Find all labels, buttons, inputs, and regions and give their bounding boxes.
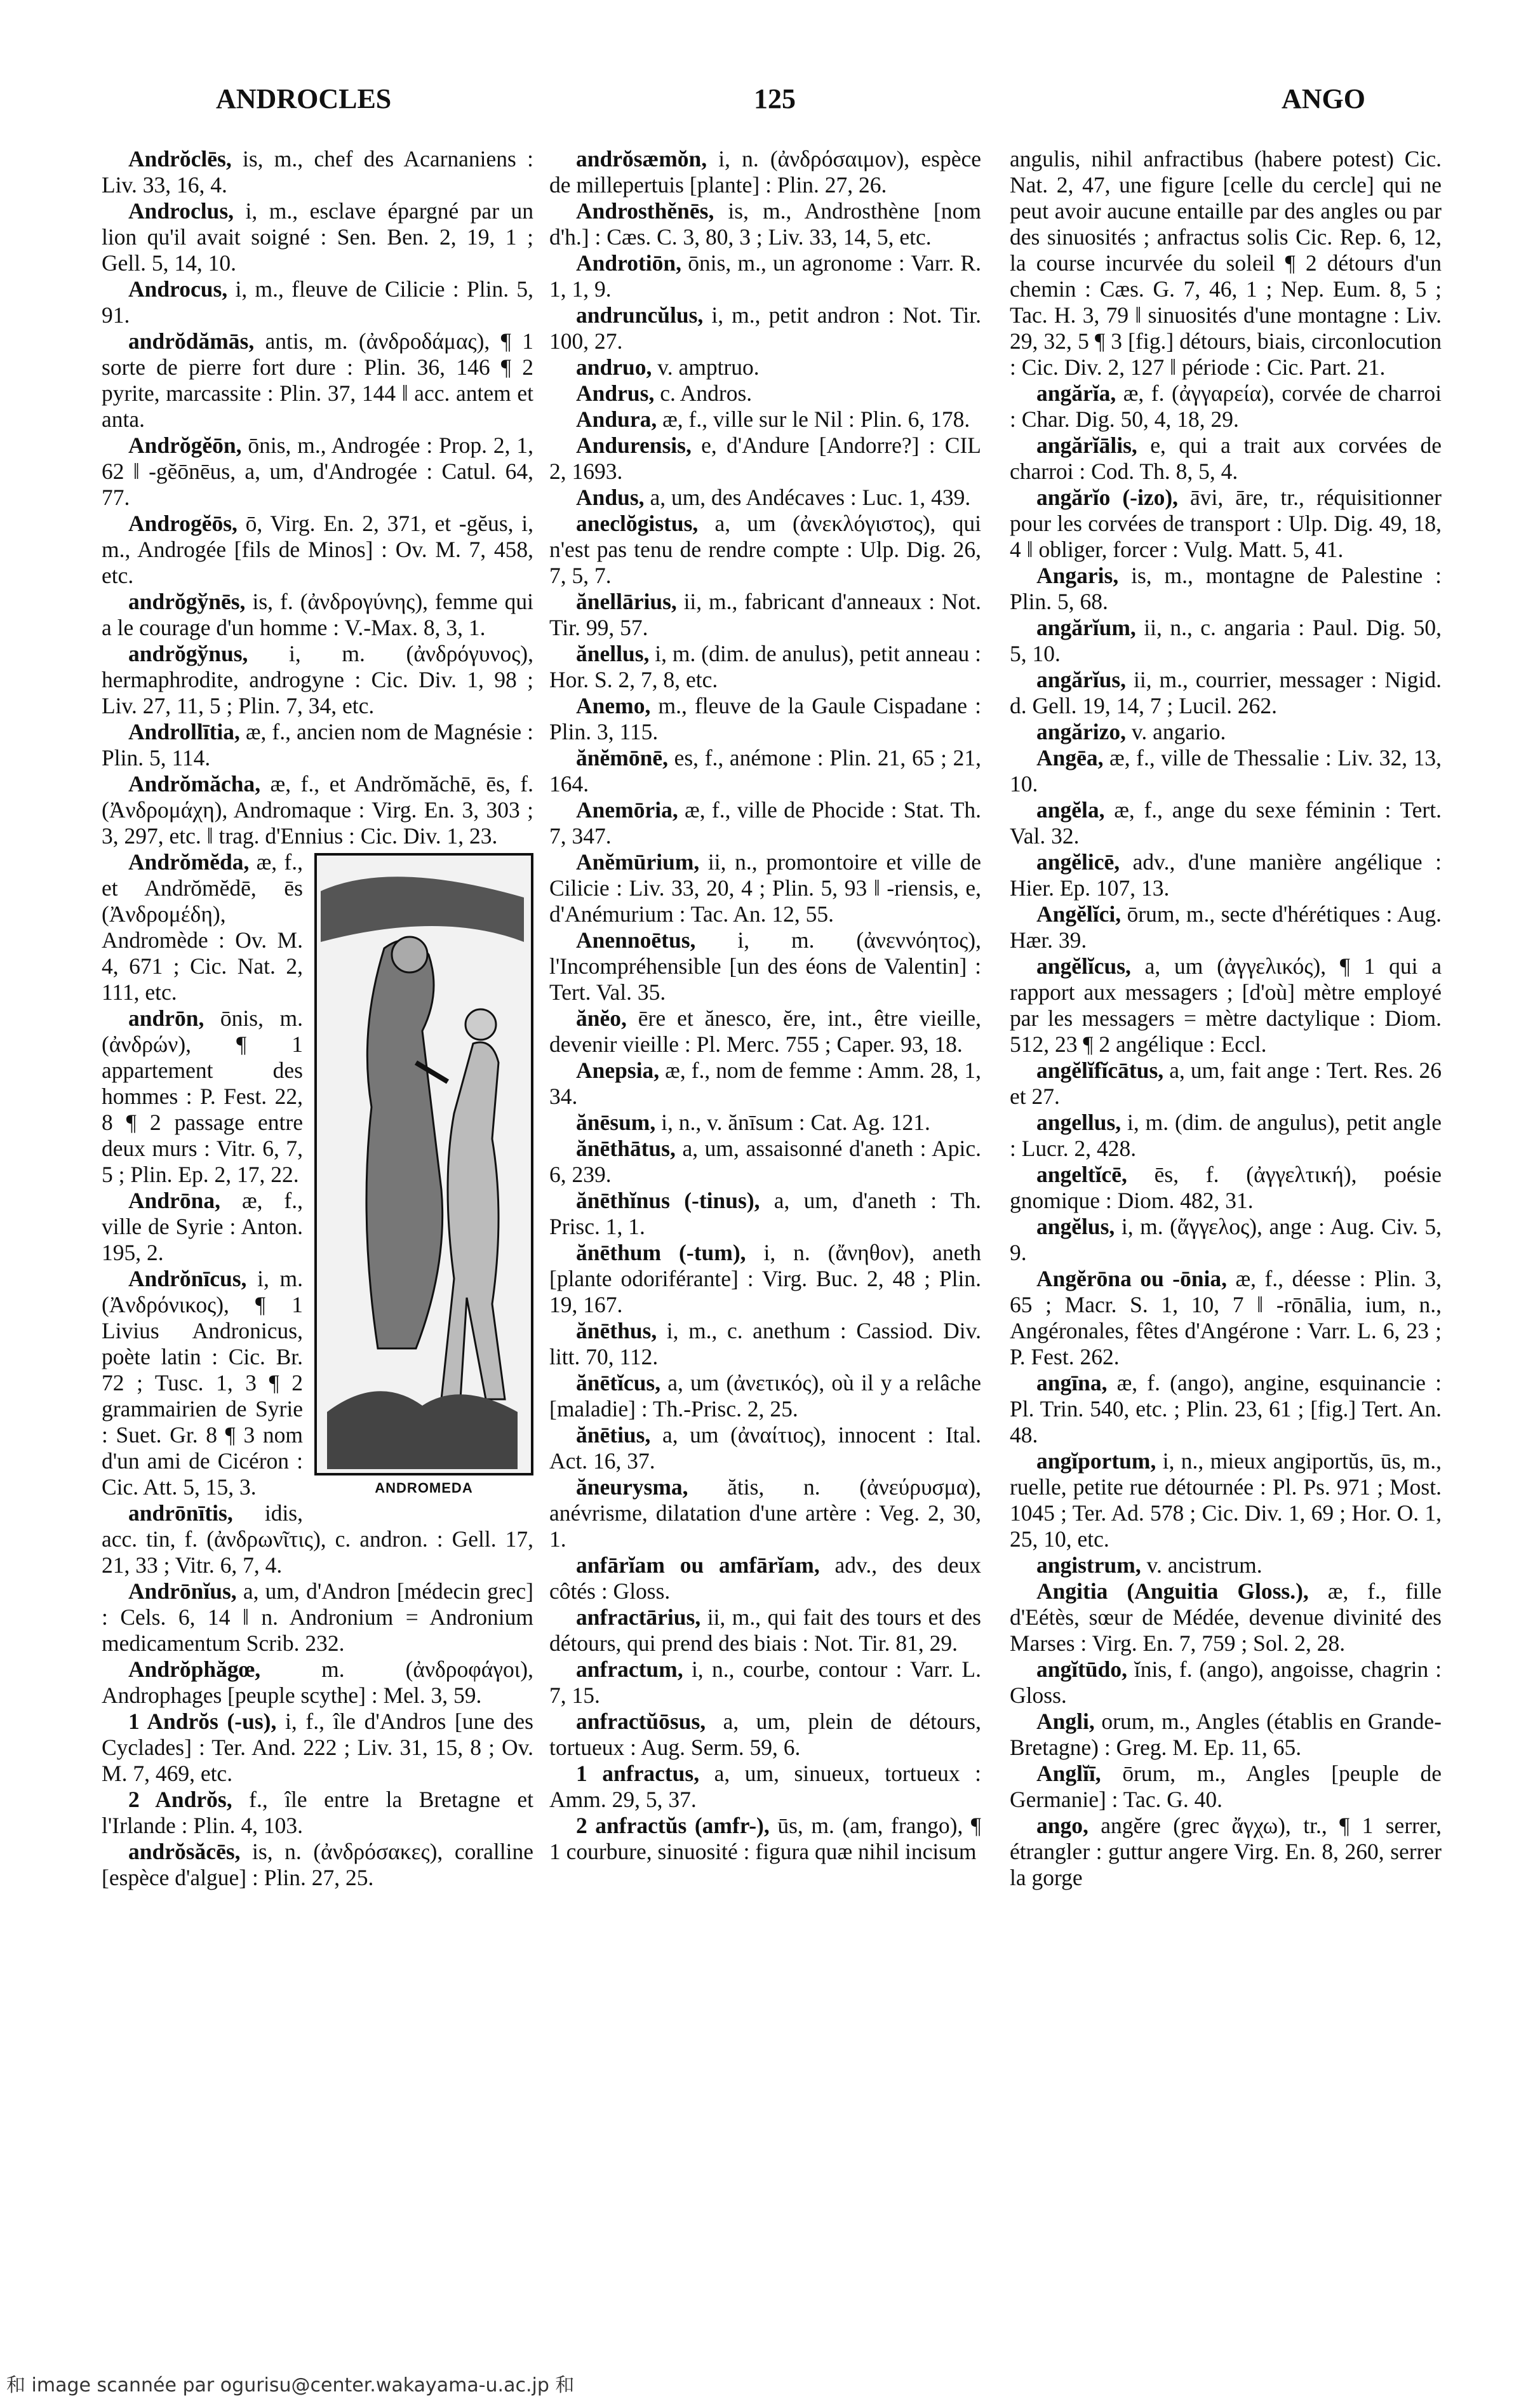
entry-headword: anfārĭam ou amfārĭam, bbox=[576, 1552, 820, 1578]
entry-definition: a, um (ἀναίτιος), innocent : Ital. Act. 16, 37. bbox=[549, 1422, 981, 1474]
dictionary-entry bbox=[102, 146, 533, 198]
entry-definition: a, um, assaisonné d'aneth : Apic. 6, 239. bbox=[549, 1136, 981, 1187]
entry-definition: ii, n., promontoire et ville de Cilicie : Liv. 33, 20, 4 ; Plin. 5, 93 ‖ -riensis, e, d'Anémurium : Tac. An. 12, 55. bbox=[549, 849, 981, 927]
dictionary-entry bbox=[1010, 563, 1442, 615]
entry-definition: ii, m., courrier, messager : Nigid. d. Gell. 19, 14, 7 ; Lucil. 262. bbox=[1010, 667, 1442, 718]
dictionary-entry bbox=[549, 849, 981, 927]
dictionary-entry bbox=[549, 1370, 981, 1422]
entry-definition: ōnis, m., un agronome : Varr. R. 1, 1, 9. bbox=[549, 250, 981, 302]
entry-definition: æ, f., déesse : Plin. 3, 65 ; Macr. S. 1, 10, 7 ‖ -rōnālia, ium, n., Angéronales, fêtes d'Angérone : Varr. L. 6, 23 ; P. Fest. 262. bbox=[1010, 1266, 1442, 1369]
entry-headword: Anglĭī, bbox=[1036, 1761, 1101, 1786]
dictionary-entry bbox=[1010, 849, 1442, 901]
dictionary-entry bbox=[1010, 1162, 1442, 1214]
entry-definition: a, um, fait ange : Tert. Res. 26 et 27. bbox=[1010, 1058, 1442, 1109]
dictionary-entry bbox=[1010, 1448, 1442, 1552]
entry-definition: æ, f., et Andrŏmĕdē, ēs (Ἀνδρομέδη), Andromède : Ov. M. 4, 671 ; Cic. Nat. 2, 111, etc. bbox=[102, 849, 303, 1005]
entry-definition: a, um (ἀνετικός), où il y a relâche [maladie] : Th.-Prisc. 2, 25. bbox=[549, 1370, 981, 1421]
dictionary-entry bbox=[1010, 1657, 1442, 1709]
dictionary-entry bbox=[549, 407, 981, 433]
entry-headword: angărĭo (-izo), bbox=[1036, 485, 1179, 510]
dictionary-entry bbox=[549, 380, 981, 407]
entry-definition: v. angario. bbox=[1126, 719, 1226, 744]
entry-headword: Andurensis, bbox=[576, 433, 692, 458]
entry-headword: Angitia (Anguitia Gloss.), bbox=[1036, 1578, 1309, 1604]
entry-definition: i, n. (ἄνηθον), aneth [plante odoriférante] : Virg. Buc. 2, 48 ; Plin. 19, 167. bbox=[549, 1240, 981, 1317]
dictionary-entry bbox=[549, 302, 981, 354]
entry-headword: Andrŏmĕda, bbox=[128, 849, 250, 875]
entry-definition: ēre et ănesco, ĕre, int., être vieille, devenir vieille : Pl. Merc. 755 ; Caper. 93, 18. bbox=[549, 1005, 981, 1057]
entry-definition: a, um, d'aneth : Th. Prisc. 1, 1. bbox=[549, 1188, 981, 1239]
entry-headword: ango, bbox=[1036, 1813, 1088, 1838]
entry-headword: ănĕmōnē, bbox=[576, 745, 668, 770]
dictionary-entry bbox=[1010, 1266, 1442, 1370]
entry-definition: i, n., mieux angiportŭs, ūs, m., ruelle, petite rue détournée : Pl. Ps. 971 ; Most. 1045 ; Ter. Ad. 578 ; Cic. Div. 1, 69 ; Hor. O. 1, 25, 10, etc. bbox=[1010, 1448, 1442, 1552]
column-3 bbox=[1010, 146, 1442, 2344]
entry-definition: æ, f., ville de Syrie : Anton. 195, 2. bbox=[102, 1188, 303, 1265]
entry-headword: angĕlicē, bbox=[1036, 849, 1120, 875]
entry-definition: i, m. (ἄγγελος), ange : Aug. Civ. 5, 9. bbox=[1010, 1214, 1442, 1265]
entry-headword: angărĭum, bbox=[1036, 615, 1136, 640]
entry-headword: ănĕo, bbox=[576, 1005, 627, 1031]
dictionary-entry bbox=[1010, 901, 1442, 953]
entry-definition: is, m., montagne de Palestine : Plin. 5, 68. bbox=[1010, 563, 1442, 614]
dictionary-entry bbox=[102, 276, 533, 328]
dictionary-entry bbox=[1010, 1214, 1442, 1266]
entry-headword: ănēsum, bbox=[576, 1110, 656, 1135]
entry-definition: i, m. (dim. de angulus), petit angle : Lucr. 2, 428. bbox=[1010, 1110, 1442, 1161]
dictionary-entry bbox=[549, 146, 981, 198]
entry-definition: ii, m., fabricant d'anneaux : Not. Tir. 99, 57. bbox=[549, 589, 981, 640]
dictionary-entry bbox=[549, 250, 981, 302]
entry-headword: Androclus, bbox=[128, 198, 234, 224]
dictionary-entry bbox=[549, 433, 981, 485]
entry-headword: Anĕmūrium, bbox=[576, 849, 700, 875]
entry-definition: æ, f., ville de Phocide : Stat. Th. 7, 347. bbox=[549, 797, 981, 849]
entry-headword: angĕlĭfĭcātus, bbox=[1036, 1058, 1164, 1083]
dictionary-entry bbox=[1010, 1370, 1442, 1448]
entry-headword: Anepsia, bbox=[576, 1058, 660, 1083]
entry-definition: æ, f., fille d'Eétès, sœur de Médée, devenue divinité des Marses : Virg. En. 7, 759 ; Sol. 2, 28. bbox=[1010, 1578, 1442, 1656]
entry-headword: angărĭa, bbox=[1036, 380, 1116, 406]
entry-definition: adv., d'une manière angélique : Hier. Ep. 107, 13. bbox=[1010, 849, 1442, 901]
dictionary-entry bbox=[1010, 1110, 1442, 1162]
entry-headword: angistrum, bbox=[1036, 1552, 1141, 1578]
dictionary-entry bbox=[549, 1240, 981, 1318]
dictionary-entry bbox=[549, 1005, 981, 1058]
figure-caption: ANDROMEDA bbox=[375, 1480, 473, 1496]
dictionary-entry bbox=[549, 641, 981, 693]
entry-headword: Andrōnĭus, bbox=[128, 1578, 237, 1604]
entry-headword: ănellus, bbox=[576, 641, 650, 666]
entry-headword: Angli, bbox=[1036, 1709, 1095, 1734]
entry-definition: i, n., v. ănīsum : Cat. Ag. 121. bbox=[655, 1110, 930, 1135]
entry-headword: 2 anfractŭs (amfr-), bbox=[576, 1813, 770, 1838]
entry-headword: angĕlĭcus, bbox=[1036, 953, 1131, 979]
dictionary-entry bbox=[1010, 380, 1442, 433]
entry-headword: andrŏgўnus, bbox=[128, 641, 248, 666]
entry-headword: aneclŏgistus, bbox=[576, 511, 699, 536]
entry-definition: ōnis, m. (ἀνδρών), ¶ 1 appartement des hommes : P. Fest. 22, 8 ¶ 2 passage entre deux murs : Vitr. 6, 7, 5 ; Plin. Ep. 2, 17, 22. bbox=[102, 1005, 303, 1187]
dictionary-entry bbox=[1010, 797, 1442, 849]
entry-definition: ēs, f. (ἀγγελτική), poésie gnomique : Diom. 482, 31. bbox=[1010, 1162, 1442, 1213]
entry-headword: 1 Andrŏs (-us), bbox=[128, 1709, 277, 1734]
dictionary-entry bbox=[1010, 146, 1442, 380]
dictionary-entry bbox=[102, 1709, 533, 1787]
dictionary-entry bbox=[1010, 1578, 1442, 1657]
entry-definition: f., île entre la Bretagne et l'Irlande : Plin. 4, 103. bbox=[102, 1787, 533, 1838]
dictionary-entry bbox=[1010, 667, 1442, 719]
entry-headword: Androllītia, bbox=[128, 719, 240, 744]
entry-headword: angărĭālis, bbox=[1036, 433, 1137, 458]
entry-headword: angĭtūdo, bbox=[1036, 1657, 1128, 1682]
dictionary-entry bbox=[549, 1552, 981, 1604]
dictionary-entry bbox=[102, 328, 533, 433]
entry-definition: ōrum, m., secte d'hérétiques : Aug. Hær. 39. bbox=[1010, 901, 1442, 953]
scan-credit: 和 image scannée par ogurisu@center.wakayama-u.ac.jp 和 bbox=[6, 2374, 575, 2396]
entry-definition: æ, f., ange du sexe féminin : Tert. Val. 32. bbox=[1010, 797, 1442, 849]
entry-definition: i, m., fleuve de Cilicie : Plin. 5, 91. bbox=[102, 276, 533, 328]
dictionary-entry bbox=[1010, 1813, 1442, 1891]
dictionary-entry bbox=[1010, 1761, 1442, 1813]
entry-headword: Andrŏgĕōn, bbox=[128, 433, 242, 458]
dictionary-entry bbox=[549, 1474, 981, 1552]
dictionary-entry bbox=[549, 797, 981, 849]
entry-headword: Andrŏnīcus, bbox=[128, 1266, 247, 1291]
dictionary-entry bbox=[102, 198, 533, 276]
entry-headword: Angĕlĭci, bbox=[1036, 901, 1122, 927]
entry-definition: i, m. (ἀνεννόητος), l'Incompréhensible [un des éons de Valentin] : Tert. Val. 35. bbox=[549, 927, 981, 1005]
entry-headword: angĕla, bbox=[1036, 797, 1105, 823]
entry-headword: Androtiōn, bbox=[576, 250, 682, 276]
dictionary-entry bbox=[549, 693, 981, 745]
dictionary-entry bbox=[549, 1813, 981, 1865]
dictionary-entry bbox=[549, 927, 981, 1005]
dictionary-entry bbox=[102, 589, 533, 641]
entry-definition: i, m., c. anethum : Cassiod. Div. litt. 70, 112. bbox=[549, 1318, 981, 1369]
entry-headword: andrŏgўnēs, bbox=[128, 589, 246, 614]
dictionary-entry bbox=[549, 1604, 981, 1657]
entry-definition: ii, n., c. angaria : Paul. Dig. 50, 5, 10. bbox=[1010, 615, 1442, 666]
entry-definition: i, n., courbe, contour : Varr. L. 7, 15. bbox=[549, 1657, 981, 1708]
entry-definition: m., fleuve de la Gaule Cispadane : Plin. 3, 115. bbox=[549, 693, 981, 744]
entry-definition: i, n. (ἀνδρόσαιμον), espèce de millepertuis [plante] : Plin. 27, 26. bbox=[549, 146, 981, 198]
entry-definition: ătis, n. (ἀνεύρυσμα), anévrisme, dilatation d'une artère : Veg. 2, 30, 1. bbox=[549, 1474, 981, 1552]
entry-definition: is, n. (ἀνδρόσακες), coralline [espèce d'algue] : Plin. 27, 25. bbox=[102, 1839, 533, 1890]
entry-definition: i, m., esclave épargné par un lion qu'il avait soigné : Sen. Ben. 2, 19, 1 ; Gell. 5, 14, 10. bbox=[102, 198, 533, 276]
entry-headword: andruncŭlus, bbox=[576, 302, 704, 328]
entry-definition: ūs, m. (am, frango), ¶ 1 courbure, sinuosité : figura quæ nihil incisum bbox=[549, 1813, 981, 1864]
entry-headword: Andus, bbox=[576, 485, 645, 510]
dictionary-entry bbox=[102, 719, 533, 771]
dictionary-entry bbox=[549, 1657, 981, 1709]
page-number: 125 bbox=[754, 83, 796, 114]
dictionary-entry bbox=[102, 1657, 533, 1709]
entry-headword: Angĕrōna ou -ōnia, bbox=[1036, 1266, 1228, 1291]
dictionary-entry bbox=[102, 1839, 533, 1891]
entry-definition: antis, m. (ἀνδροδάμας), ¶ 1 sorte de pierre fort dure : Plin. 36, 146 ¶ 2 pyrite, marcassite : Plin. 37, 144 ‖ acc. antem et anta. bbox=[102, 328, 533, 432]
entry-headword: Andrōna, bbox=[128, 1188, 220, 1213]
entry-definition: v. ancistrum. bbox=[1141, 1552, 1262, 1578]
entry-definition: adv., des deux côtés : Gloss. bbox=[549, 1552, 981, 1604]
dictionary-entry bbox=[102, 511, 533, 589]
entry-definition: æ, f. (ἀγγαρεία), corvée de charroi : Char. Dig. 50, 4, 18, 29. bbox=[1010, 380, 1442, 432]
entry-definition: a, um (ἀγγελικός), ¶ 1 qui a rapport aux messagers ; [d'où] mètre employé par les messagers = mètre dactylique : Diom. 512, 23 ¶ 2 angélique : Eccl. bbox=[1010, 953, 1442, 1057]
dictionary-entry bbox=[549, 485, 981, 511]
entry-headword: andrōn, bbox=[128, 1005, 204, 1031]
andromeda-figure bbox=[314, 853, 533, 1501]
entry-definition: āvi, āre, tr., réquisitionner pour les corvées de transport : Ulp. Dig. 49, 18, 4 ‖ obliger, forcer : Vulg. Matt. 5, 41. bbox=[1010, 485, 1442, 562]
entry-definition: i, f., île d'Andros [une des Cyclades] : Ter. And. 222 ; Liv. 31, 15, 8 ; Ov. M. 7, 469, etc. bbox=[102, 1709, 533, 1786]
entry-definition: ōrum, m., Angles [peuple de Germanie] : Tac. G. 40. bbox=[1010, 1761, 1442, 1812]
entry-definition: a, um, plein de détours, tortueux : Aug. Serm. 59, 6. bbox=[549, 1709, 981, 1760]
entry-headword: Andrus, bbox=[576, 380, 655, 406]
entry-definition: i, m. (ἀνδρόγυνος), hermaphrodite, androgyne : Cic. Div. 1, 98 ; Liv. 27, 11, 5 ; Plin. 7, 34, etc. bbox=[102, 641, 533, 718]
entry-headword: ăneurysma, bbox=[576, 1474, 688, 1500]
entry-definition: æ, f., ville de Thessalie : Liv. 32, 13, 10. bbox=[1010, 745, 1442, 796]
entry-headword: ănēthus, bbox=[576, 1318, 657, 1343]
column-2 bbox=[549, 146, 981, 2344]
entry-headword: Andrŏmăcha, bbox=[128, 771, 261, 796]
entry-definition: ii, m., qui fait des tours et des détours, qui prend des biais : Not. Tir. 81, 29. bbox=[549, 1604, 981, 1656]
entry-headword: andruo, bbox=[576, 354, 652, 380]
entry-definition: æ, f., et Andrŏmăchē, ēs, f. (Ἀνδρομάχη), Andromaque : Virg. En. 3, 303 ; 3, 297, etc. ‖ trag. d'Ennius : Cic. Div. 1, 23. bbox=[102, 771, 533, 849]
dictionary-entry bbox=[549, 1136, 981, 1188]
dictionary-entry bbox=[549, 589, 981, 641]
entry-headword: Anennoētus, bbox=[576, 927, 696, 953]
entry-headword: 2 Andrŏs, bbox=[128, 1787, 232, 1812]
entry-headword: Angēa, bbox=[1036, 745, 1104, 770]
entry-headword: ănēthĭnus (-tinus), bbox=[576, 1188, 760, 1213]
entry-headword: angellus, bbox=[1036, 1110, 1122, 1135]
dictionary-entry bbox=[102, 771, 533, 849]
dictionary-entry bbox=[102, 1787, 533, 1839]
entry-headword: anfractŭōsus, bbox=[576, 1709, 706, 1734]
column-1 bbox=[102, 146, 533, 2344]
dictionary-entry bbox=[549, 1188, 981, 1240]
dictionary-entry bbox=[1010, 615, 1442, 667]
entry-headword: angĭportum, bbox=[1036, 1448, 1156, 1474]
dictionary-entry bbox=[549, 1110, 981, 1136]
entry-definition: æ, f., ville sur le Nil : Plin. 6, 178. bbox=[657, 407, 970, 432]
entry-definition: a, um, sinueux, tortueux : Amm. 29, 5, 37. bbox=[549, 1761, 981, 1812]
header-left-word: ANDROCLES bbox=[216, 83, 392, 114]
dictionary-entry bbox=[102, 1578, 533, 1657]
entry-headword: ănētĭcus, bbox=[576, 1370, 661, 1395]
entry-definition: angulis, nihil anfractibus (habere potest) Cic. Nat. 2, 47, une figure [celle du cercle] qui ne peut avoir aucune entaille par des angles ou par des sinuosités ; anfractus solis Cic. Rep. 6, 12, la course incurvée du soleil ¶ 2 détours d'un chemin : Cæs. G. 7, 46, 1 ; Nep. Eum. 8, 5 ; Tac. H. 3, 79 ‖ sinuosités d'une montagne : Liv. 29, 32, 5 ¶ 3 [fig.] détours, biais, circonlocution : Cic. Div. 2, 127 ‖ période : Cic. Part. 21. bbox=[1010, 146, 1442, 380]
header-right-word: ANGO bbox=[1282, 83, 1365, 114]
entry-headword: Andura, bbox=[576, 407, 657, 432]
entry-headword: Androcus, bbox=[128, 276, 228, 302]
dictionary-entry bbox=[549, 1761, 981, 1813]
entry-headword: andrŏsăcēs, bbox=[128, 1839, 241, 1864]
dictionary-entry bbox=[1010, 953, 1442, 1058]
dictionary-entry bbox=[549, 1058, 981, 1110]
dictionary-entry bbox=[549, 1318, 981, 1370]
dictionary-entry bbox=[549, 354, 981, 380]
running-header bbox=[102, 83, 1448, 121]
dictionary-entry bbox=[549, 198, 981, 250]
entry-definition: angĕre (grec ἄγχω), tr., ¶ 1 serrer, étrangler : guttur angere Virg. En. 8, 260, serrer la gorge bbox=[1010, 1813, 1442, 1890]
dictionary-entry bbox=[549, 1422, 981, 1474]
entry-definition: es, f., anémone : Plin. 21, 65 ; 21, 164. bbox=[549, 745, 981, 796]
entry-definition: e, d'Andure [Andorre?] : CIL 2, 1693. bbox=[549, 433, 981, 484]
dictionary-entry bbox=[1010, 485, 1442, 563]
entry-definition: ĭnis, f. (ango), angoisse, chagrin : Gloss. bbox=[1010, 1657, 1442, 1708]
entry-headword: Anemo, bbox=[576, 693, 651, 718]
entry-headword: 1 anfractus, bbox=[576, 1761, 700, 1786]
entry-headword: andrŏsæmŏn, bbox=[576, 146, 707, 171]
entry-definition: ōnis, m., Androgée : Prop. 2, 1, 62 ‖ -gĕōnēus, a, um, d'Androgée : Catul. 64, 77. bbox=[102, 433, 533, 510]
entry-headword: anfractum, bbox=[576, 1657, 683, 1682]
dictionary-entry bbox=[1010, 1709, 1442, 1761]
entry-definition: æ, f., nom de femme : Amm. 28, 1, 34. bbox=[549, 1058, 981, 1109]
entry-headword: Androsthĕnēs, bbox=[576, 198, 714, 224]
entry-headword: Andrŏclēs, bbox=[128, 146, 232, 171]
dictionary-entry bbox=[549, 745, 981, 797]
entry-headword: andrŏdămās, bbox=[128, 328, 255, 354]
entry-definition: orum, m., Angles (établis en Grande-Bretagne) : Greg. M. Ep. 11, 65. bbox=[1010, 1709, 1442, 1760]
entry-definition: i, m., petit andron : Not. Tir. 100, 27. bbox=[549, 302, 981, 354]
dictionary-entry bbox=[1010, 719, 1442, 745]
andromeda-icon bbox=[314, 853, 533, 1475]
entry-headword: ănēthum (-tum), bbox=[576, 1240, 746, 1265]
dictionary-entry bbox=[102, 1500, 533, 1578]
entry-definition: is, f. (ἀνδρογύνης), femme qui a le courage d'un homme : V.-Max. 8, 3, 1. bbox=[102, 589, 533, 640]
entry-definition: a, um, des Andécaves : Luc. 1, 439. bbox=[644, 485, 971, 510]
entry-definition: c. Andros. bbox=[654, 380, 753, 406]
dictionary-entry bbox=[1010, 1058, 1442, 1110]
entry-headword: angărĭus, bbox=[1036, 667, 1127, 692]
dictionary-entry bbox=[1010, 433, 1442, 485]
entry-headword: angeltĭcē, bbox=[1036, 1162, 1127, 1187]
entry-headword: Anemōria, bbox=[576, 797, 678, 823]
entry-definition: is, m., Androsthène [nom d'h.] : Cæs. C. 3, 80, 3 ; Liv. 33, 14, 5, etc. bbox=[549, 198, 981, 250]
entry-headword: andrōnītis, bbox=[128, 1500, 233, 1526]
entry-definition: i, m. (Ἀνδρόνικος), ¶ 1 Livius Andronicus, poète latin : Cic. Br. 72 ; Tusc. 1, 3 ¶ 2 grammairien de Syrie : Suet. Gr. 8 ¶ 3 nom d'un ami de Cicéron : Cic. Att. 5, 15, 3. bbox=[102, 1266, 303, 1500]
dictionary-entry bbox=[549, 1709, 981, 1761]
entry-headword: ănētius, bbox=[576, 1422, 651, 1448]
dictionary-entry bbox=[1010, 1552, 1442, 1578]
entry-headword: angĕlus, bbox=[1036, 1214, 1115, 1239]
entry-headword: Angaris, bbox=[1036, 563, 1119, 588]
entry-definition: ō, Virg. En. 2, 371, et -gĕus, i, m., Androgée [fils de Minos] : Ov. M. 7, 458, etc. bbox=[102, 511, 533, 588]
entry-definition: v. amptruo. bbox=[652, 354, 760, 380]
entry-definition: m. (ἀνδροφάγοι), Androphages [peuple scythe] : Mel. 3, 59. bbox=[102, 1657, 533, 1708]
entry-definition: is, m., chef des Acarnaniens : Liv. 33, 16, 4. bbox=[102, 146, 533, 198]
entry-headword: ănellārius, bbox=[576, 589, 677, 614]
dictionary-entry bbox=[549, 511, 981, 589]
entry-headword: Andrŏphăgœ, bbox=[128, 1657, 261, 1682]
entry-headword: angărizo, bbox=[1036, 719, 1126, 744]
entry-headword: ănēthātus, bbox=[576, 1136, 676, 1161]
dictionary-entry bbox=[102, 641, 533, 719]
entry-definition: idis, acc. tin, f. (ἀνδρωνῖτις), c. andron. : Gell. 17, 21, 33 ; Vitr. 6, 7, 4. bbox=[102, 1500, 533, 1578]
entry-definition: e, qui a trait aux corvées de charroi : Cod. Th. 8, 5, 4. bbox=[1010, 433, 1442, 484]
entry-headword: angīna, bbox=[1036, 1370, 1108, 1395]
entry-definition: i, m. (dim. de anulus), petit anneau : Hor. S. 2, 7, 8, etc. bbox=[549, 641, 981, 692]
entry-headword: Androgĕōs, bbox=[128, 511, 238, 536]
entry-definition: a, um (ἀνεκλόγιστος), qui n'est pas tenu de rendre compte : Ulp. Dig. 26, 7, 5, 7. bbox=[549, 511, 981, 588]
dictionary-entry bbox=[1010, 745, 1442, 797]
entry-headword: anfractārius, bbox=[576, 1604, 701, 1630]
entry-definition: æ, f., ancien nom de Magnésie : Plin. 5, 114. bbox=[102, 719, 533, 770]
dictionary-entry bbox=[102, 433, 533, 511]
entry-definition: a, um, d'Andron [médecin grec] : Cels. 6, 14 ‖ n. Andronium = Andronium medicamentum Scrib. 232. bbox=[102, 1578, 533, 1656]
entry-definition: æ, f. (ango), angine, esquinancie : Pl. Trin. 540, etc. ; Plin. 23, 61 ; [fig.] Tert. An. 48. bbox=[1010, 1370, 1442, 1448]
